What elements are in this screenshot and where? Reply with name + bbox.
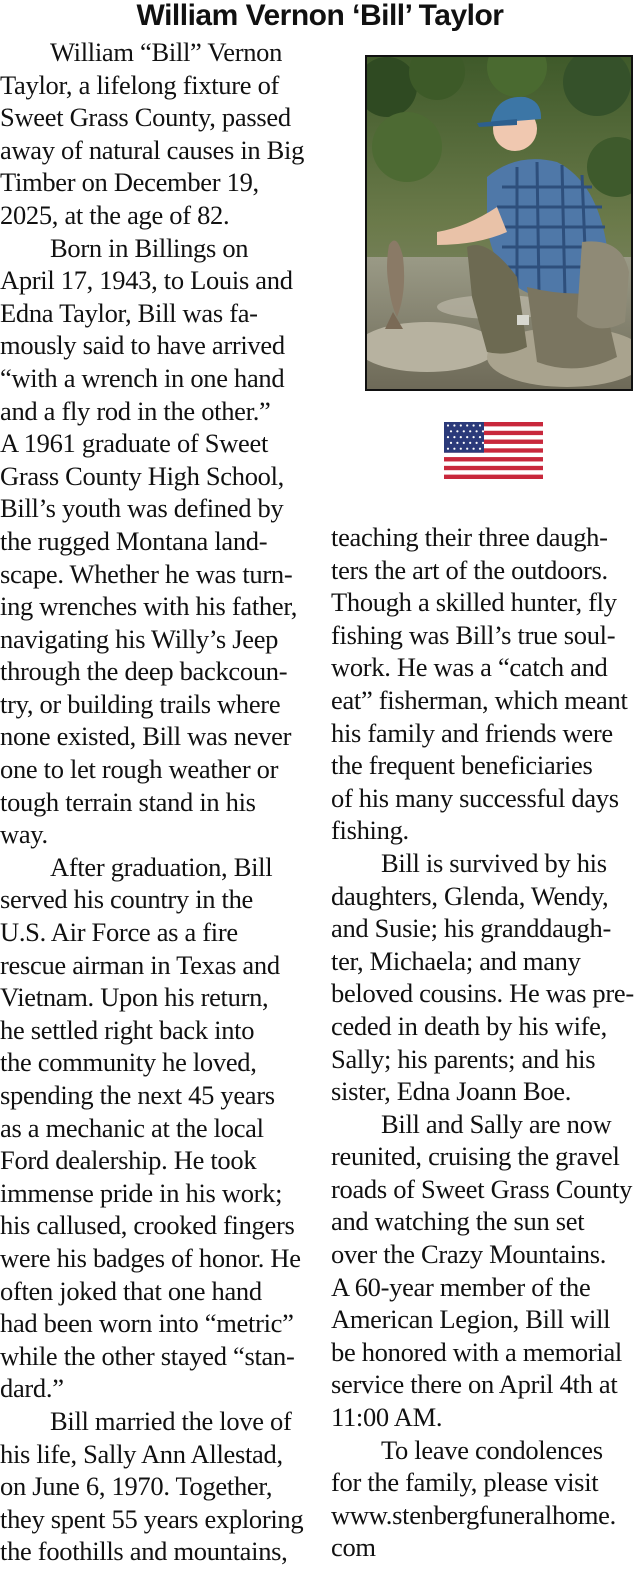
text-line: spending the next 45 years bbox=[0, 1080, 275, 1110]
text-line: his family and friends were bbox=[331, 717, 613, 748]
text-line: and Susie; his granddaugh- bbox=[331, 913, 611, 944]
text-line: of his many successful days bbox=[331, 782, 619, 813]
flag-star bbox=[456, 430, 458, 432]
text-line: while the other stayed “stan- bbox=[0, 1340, 295, 1371]
text-line: daughters, Glenda, Wendy, bbox=[331, 880, 609, 911]
flag-star bbox=[476, 430, 478, 432]
text-line: William “Bill” Vernon bbox=[50, 37, 283, 67]
text-line: American Legion, Bill will bbox=[331, 1304, 611, 1335]
flag-star bbox=[469, 430, 471, 432]
text-line: To leave condolences bbox=[381, 1434, 603, 1465]
flag-stripe bbox=[444, 457, 543, 462]
flag-star bbox=[450, 430, 452, 432]
flag-star bbox=[473, 436, 475, 438]
text-line: U.S. Air Force as a fire bbox=[0, 917, 238, 948]
text-line: Bill and Sally are now bbox=[381, 1108, 612, 1139]
flag-star bbox=[466, 448, 468, 450]
text-line: scape. Whether he was turn- bbox=[0, 558, 293, 589]
text-line: Timber on December 19, bbox=[0, 167, 259, 198]
flag-stripe bbox=[444, 453, 543, 458]
text-line: beloved cousins. He was pre- bbox=[331, 978, 634, 1009]
text-line: his life, Sally Ann Allestad, bbox=[0, 1438, 283, 1469]
flag-star bbox=[460, 436, 462, 438]
flag-star bbox=[453, 436, 455, 438]
text-line: over the Crazy Mountains. bbox=[331, 1239, 607, 1270]
text-line: Sally; his parents; and his bbox=[331, 1043, 596, 1074]
text-line: his callused, crooked fingers bbox=[0, 1210, 295, 1241]
flag-star bbox=[447, 448, 449, 450]
obituary-column-right bbox=[331, 521, 640, 1564]
text-line: Edna Taylor, Bill was fa- bbox=[0, 297, 258, 328]
flag-star bbox=[463, 442, 465, 444]
text-line: service there on April 4th at bbox=[331, 1369, 618, 1400]
flag-star bbox=[469, 442, 471, 444]
flag-star bbox=[476, 442, 478, 444]
flag-star bbox=[450, 442, 452, 444]
text-line: ing wrenches with his father, bbox=[0, 591, 298, 622]
text-line: and watching the sun set bbox=[331, 1206, 585, 1237]
flag-star bbox=[479, 424, 481, 426]
american-flag-icon bbox=[444, 422, 543, 479]
text-line: After graduation, Bill bbox=[50, 851, 273, 882]
text-line: fishing. bbox=[331, 815, 409, 846]
text-line: and a fly rod in the other.” bbox=[0, 395, 271, 426]
text-line: were his badges of honor. He bbox=[0, 1242, 301, 1273]
portrait-photo bbox=[365, 55, 633, 391]
text-line: had been worn into “metric” bbox=[0, 1308, 294, 1339]
flag-stripe bbox=[444, 470, 543, 475]
text-line: the frequent beneficiaries bbox=[331, 750, 593, 781]
text-line: 11:00 AM. bbox=[331, 1402, 443, 1433]
text-line: Though a skilled hunter, fly bbox=[331, 587, 617, 618]
flag-star bbox=[453, 448, 455, 450]
text-line: rescue airman in Texas and bbox=[0, 949, 280, 980]
text-line: be honored with a memorial bbox=[331, 1336, 622, 1367]
flag-stripe bbox=[444, 475, 543, 479]
text-line: “with a wrench in one hand bbox=[0, 362, 285, 393]
text-line: April 17, 1943, to Louis and bbox=[0, 265, 293, 296]
text-line: often joked that one hand bbox=[0, 1275, 262, 1306]
text-line: eat” fisherman, which meant bbox=[331, 684, 628, 715]
flag-star bbox=[456, 442, 458, 444]
text-line: the rugged Montana land- bbox=[0, 525, 268, 556]
text-line: none existed, Bill was never bbox=[0, 721, 292, 752]
text-line: www.stenbergfuneralhome. bbox=[331, 1499, 616, 1530]
text-line: mously said to have arrived bbox=[0, 330, 285, 361]
flag-star bbox=[463, 430, 465, 432]
text-line: 2025, at the age of 82. bbox=[0, 199, 230, 230]
text-line: navigating his Willy’s Jeep bbox=[0, 623, 279, 654]
text-line: one to let rough weather or bbox=[0, 754, 279, 785]
text-line: Bill is survived by his bbox=[381, 847, 607, 878]
text-line: way. bbox=[0, 819, 48, 850]
flag-star bbox=[466, 424, 468, 426]
obituary-column-left bbox=[0, 36, 318, 1568]
text-line: Vietnam. Upon his return, bbox=[0, 982, 269, 1013]
text-line: Grass County High School, bbox=[0, 460, 285, 491]
text-line: away of natural causes in Big bbox=[0, 134, 305, 165]
obituary-title: William Vernon ‘Bill’ Taylor bbox=[136, 0, 504, 32]
flag-star bbox=[447, 424, 449, 426]
flag-star bbox=[479, 436, 481, 438]
text-line: through the deep backcoun- bbox=[0, 656, 288, 687]
text-line: try, or building trails where bbox=[0, 688, 281, 719]
text-line: Bill married the love of bbox=[50, 1405, 292, 1436]
text-line: Ford dealership. He took bbox=[0, 1145, 257, 1176]
flag-canton bbox=[444, 422, 484, 453]
flag-stripe bbox=[444, 461, 543, 466]
text-line: for the family, please visit bbox=[331, 1467, 599, 1498]
flag-star bbox=[473, 448, 475, 450]
text-line: ter, Michaela; and many bbox=[331, 945, 581, 976]
flag-star bbox=[482, 430, 484, 432]
text-line: as a mechanic at the local bbox=[0, 1112, 264, 1143]
flag-star bbox=[479, 448, 481, 450]
text-line: Born in Billings on bbox=[50, 232, 249, 263]
text-line: A 1961 graduate of Sweet bbox=[0, 428, 269, 459]
flag-star bbox=[453, 424, 455, 426]
flag-star bbox=[473, 424, 475, 426]
text-line: teaching their three daugh- bbox=[331, 522, 608, 552]
flag-star bbox=[460, 448, 462, 450]
text-line: fishing was Bill’s true soul- bbox=[331, 619, 616, 650]
text-line: immense pride in his work; bbox=[0, 1177, 283, 1208]
flag-star bbox=[466, 436, 468, 438]
text-line: reunited, cruising the gravel bbox=[331, 1141, 620, 1172]
text-line: dard.” bbox=[0, 1373, 64, 1404]
text-line: roads of Sweet Grass County bbox=[331, 1173, 633, 1204]
text-line: they spent 55 years exploring bbox=[0, 1503, 304, 1534]
flag-stripe bbox=[444, 466, 543, 471]
text-line: sister, Edna Joann Boe. bbox=[331, 1076, 572, 1107]
fisherman-photo-illustration bbox=[367, 57, 631, 389]
text-line: Sweet Grass County, passed bbox=[0, 102, 291, 133]
text-line: tough terrain stand in his bbox=[0, 786, 256, 817]
flag-star bbox=[460, 424, 462, 426]
text-line: A 60-year member of the bbox=[331, 1271, 591, 1302]
text-line: work. He was a “catch and bbox=[331, 652, 608, 683]
text-line: the foothills and mountains, bbox=[0, 1536, 288, 1567]
text-line: served his country in the bbox=[0, 884, 254, 915]
text-line: Bill’s youth was defined by bbox=[0, 493, 284, 524]
text-line: com bbox=[331, 1532, 376, 1563]
text-line: Taylor, a lifelong fixture of bbox=[0, 69, 280, 100]
text-line: he settled right back into bbox=[0, 1014, 255, 1045]
flag-star bbox=[482, 442, 484, 444]
text-line: ceded in death by his wife, bbox=[331, 1010, 607, 1041]
text-line: on June 6, 1970. Together, bbox=[0, 1471, 273, 1502]
text-line: ters the art of the outdoors. bbox=[331, 554, 608, 585]
flag-star bbox=[447, 436, 449, 438]
text-line: the community he loved, bbox=[0, 1047, 257, 1078]
